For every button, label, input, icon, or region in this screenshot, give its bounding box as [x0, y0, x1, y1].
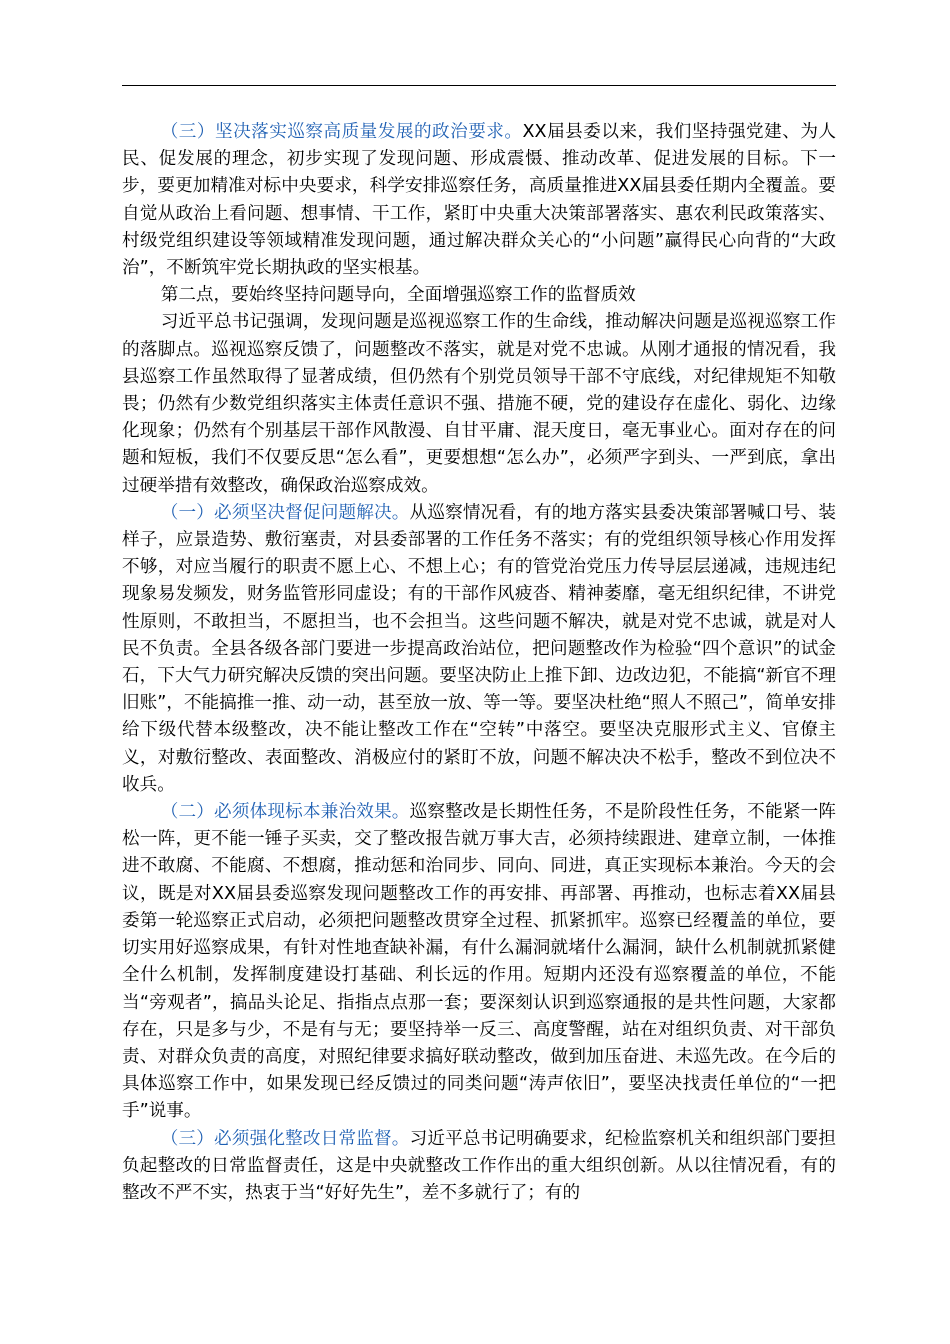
section-heading: （三）坚决落实巡察高质量发展的政治要求。 [160, 122, 523, 142]
section-heading: （二）必须体现标本兼治效果。 [160, 802, 410, 823]
paragraph-text: 第二点，要始终坚持问题导向，全面增强巡察工作的监督质效 [160, 285, 636, 306]
section-heading: （一）必须坚决督促问题解决。 [160, 502, 410, 523]
paragraph-4 [122, 500, 836, 799]
paragraph-5 [122, 799, 836, 1125]
paragraph-6 [122, 1126, 836, 1208]
paragraph-1 [122, 119, 836, 282]
paragraph-text: XX届县委以来，我们坚持强党建、为人民、促发展的理念，初步实现了发现问题、形成震慑、推动改革、促进发展的目标。下一步，要更加精准对标中央要求，科学安排巡察任务，高质量推进XX届县委任期内全覆盖。要自觉从政治上看问题、想事情、干工作，紧盯中央重大决策部署落实、惠农利民政策落实、村级党组织建设等领域精准发现问题，通过解决群众关心的“小问题”赢得民心向背的“大政治”，不断筑牢党长期执政的坚实根基。 [122, 122, 836, 279]
header-rule [122, 85, 836, 86]
paragraph-text: 从巡察情况看，有的地方落实县委决策部署喊口号、装样子，应景造势、敷衍塞责，对县委部署的工作任务不落实；有的党组织领导核心作用发挥不够，对应当履行的职责不愿上心、不想上心；有的管党治党压力传导层层递减，违规违纪现象易发频发，财务监管形同虚设；有的干部作风疲沓、精神萎靡，毫无组织纪律，不讲党性原则，不敢担当，不愿担当，也不会担当。这些问题不解决，就是对党不忠诚，就是对人民不负责。全县各级各部门要进一步提高政治站位，把问题整改作为检验“四个意识”的试金石，下大气力研究解决反馈的突出问题。要坚决防止上推下卸、边改边犯，不能搞“新官不理旧账”，不能搞推一推、动一动，甚至放一放、等一等。要坚决杜绝“照人不照己”，简单安排给下级代替本级整改，决不能让整改工作在“空转”中落空。要坚决克服形式主义、官僚主义，对敷衍整改、表面整改、消极应付的紧盯不放，问题不解决决不松手，整改不到位决不收兵。 [122, 502, 836, 795]
document-body [122, 119, 836, 1207]
paragraph-text: 习近平总书记明确要求，纪检监察机关和组织部门要担负起整改的日常监督责任，这是中央就整改工作作出的重大组织创新。从以往情况看，有的整改不严不实，热衷于当“好好先生”，差不多就行了；有的 [122, 1128, 836, 1203]
paragraph-text: 习近平总书记强调，发现问题是巡视巡察工作的生命线，推动解决问题是巡视巡察工作的落脚点。巡视巡察反馈了，问题整改不落实，就是对党不忠诚。从刚才通报的情况看，我县巡察工作虽然取得了显著成绩，但仍然有个别党员领导干部不守底线，对纪律规矩不知敬畏；仍然有少数党组织落实主体责任意识不强、措施不硬，党的建设存在虚化、弱化、边缘化现象；仍然有个别基层干部作风散漫、自甘平庸、混天度日，毫无事业心。面对存在的问题和短板，我们不仅要反思“怎么看”，更要想想“怎么办”，必须严字到头、一严到底，拿出过硬举措有效整改，确保政治巡察成效。 [122, 312, 836, 496]
paragraph-text: 巡察整改是长期性任务，不是阶段性任务，不能紧一阵松一阵，更不能一锤子买卖，交了整改报告就万事大吉，必须持续跟进、建章立制，一体推进不敢腐、不能腐、不想腐，推动惩和治同步、同向、同进，真正实现标本兼治。今天的会议，既是对XX届县委巡察发现问题整改工作的再安排、再部署、再推动，也标志着XX届县委第一轮巡察正式启动，必须把问题整改贯穿全过程、抓紧抓牢。巡察已经覆盖的单位，要切实用好巡察成果，有针对性地查缺补漏，有什么漏洞就堵什么漏洞，缺什么机制就抓紧健全什么机制，发挥制度建设打基础、利长远的作用。短期内还没有巡察覆盖的单位，不能当“旁观者”，搞品头论足、指指点点那一套；要深刻认识到巡察通报的是共性问题，大家都存在，只是多与少，不是有与无；要坚持举一反三、高度警醒，站在对组织负责、对干部负责、对群众负责的高度，对照纪律要求搞好联动整改，做到加压奋进、未巡先改。在今后的具体巡察工作中，如果发现已经反馈过的同类问题“涛声依旧”，要坚决找责任单位的“一把手”说事。 [122, 802, 836, 1122]
paragraph-3 [122, 309, 836, 499]
paragraph-2 [122, 282, 836, 309]
section-heading: （三）必须强化整改日常监督。 [160, 1128, 410, 1149]
